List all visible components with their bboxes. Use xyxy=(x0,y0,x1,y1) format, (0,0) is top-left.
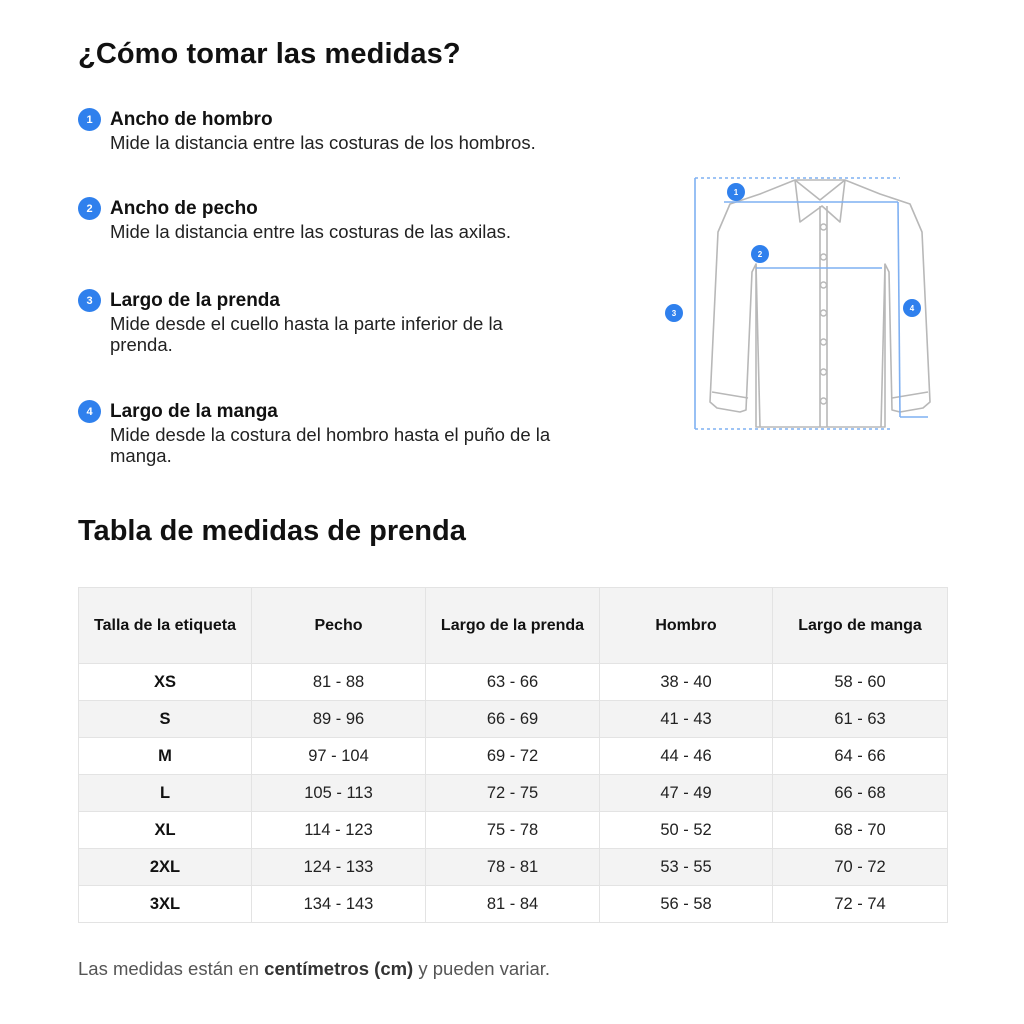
chest-cell: 81 - 88 xyxy=(252,664,426,701)
chest-cell: 89 - 96 xyxy=(252,701,426,738)
step-number-badge: 3 xyxy=(78,289,101,312)
length-cell: 78 - 81 xyxy=(426,849,600,886)
size-cell: S xyxy=(79,701,252,738)
shoulder-cell: 50 - 52 xyxy=(600,812,773,849)
table-header-row xyxy=(79,588,948,664)
column-header-sleeve-length: Largo de manga xyxy=(773,588,948,664)
length-cell: 63 - 66 xyxy=(426,664,600,701)
size-cell: XS xyxy=(79,664,252,701)
step-number-badge: 1 xyxy=(78,108,101,131)
length-cell: 69 - 72 xyxy=(426,738,600,775)
size-cell: L xyxy=(79,775,252,812)
marker-2: 2 xyxy=(757,250,763,259)
sleeve-cell: 58 - 60 xyxy=(773,664,948,701)
shoulder-cell: 38 - 40 xyxy=(600,664,773,701)
table-row xyxy=(79,701,948,738)
chest-cell: 124 - 133 xyxy=(252,849,426,886)
step-description: Mide desde la costura del hombro hasta el puño de la manga. xyxy=(110,424,551,466)
step-number-badge: 4 xyxy=(78,400,101,423)
chest-cell: 114 - 123 xyxy=(252,812,426,849)
how-to-measure-heading: ¿Cómo tomar las medidas? xyxy=(78,38,461,70)
step-description: Mide la distancia entre las costuras de los hombros. xyxy=(110,132,536,153)
size-cell: 3XL xyxy=(79,886,252,923)
sleeve-cell: 66 - 68 xyxy=(773,775,948,812)
table-row xyxy=(79,886,948,923)
shoulder-cell: 53 - 55 xyxy=(600,849,773,886)
size-cell: 2XL xyxy=(79,849,252,886)
table-row xyxy=(79,849,948,886)
chest-cell: 134 - 143 xyxy=(252,886,426,923)
length-cell: 75 - 78 xyxy=(426,812,600,849)
column-header-garment-length: Largo de la prenda xyxy=(426,588,600,664)
units-note xyxy=(78,958,550,980)
length-cell: 81 - 84 xyxy=(426,886,600,923)
table-row xyxy=(79,664,948,701)
length-cell: 72 - 75 xyxy=(426,775,600,812)
marker-4: 4 xyxy=(909,304,915,313)
sleeve-cell: 61 - 63 xyxy=(773,701,948,738)
step-title: Ancho de hombro xyxy=(110,109,273,130)
column-header-size-label: Talla de la etiqueta xyxy=(79,588,252,664)
column-header-shoulder: Hombro xyxy=(600,588,773,664)
marker-3: 3 xyxy=(671,309,677,318)
sleeve-cell: 64 - 66 xyxy=(773,738,948,775)
step-title: Ancho de pecho xyxy=(110,198,258,219)
units-note-unit: centímetros (cm) xyxy=(264,958,414,979)
size-table-heading: Tabla de medidas de prenda xyxy=(78,515,466,547)
step-number-badge: 2 xyxy=(78,197,101,220)
size-cell: M xyxy=(79,738,252,775)
chest-cell: 97 - 104 xyxy=(252,738,426,775)
column-header-chest: Pecho xyxy=(252,588,426,664)
sleeve-cell: 70 - 72 xyxy=(773,849,948,886)
marker-1: 1 xyxy=(733,188,739,197)
units-note-suffix: y pueden variar. xyxy=(413,958,551,979)
units-note-prefix: Las medidas están en xyxy=(78,958,265,979)
sleeve-cell: 68 - 70 xyxy=(773,812,948,849)
size-cell: XL xyxy=(79,812,252,849)
sleeve-cell: 72 - 74 xyxy=(773,886,948,923)
step-description: Mide la distancia entre las costuras de las axilas. xyxy=(110,221,512,242)
step-description: Mide desde el cuello hasta la parte inferior de la prenda. xyxy=(110,313,503,355)
shoulder-cell: 47 - 49 xyxy=(600,775,773,812)
shoulder-cell: 56 - 58 xyxy=(600,886,773,923)
shoulder-cell: 41 - 43 xyxy=(600,701,773,738)
table-row xyxy=(79,775,948,812)
step-title: Largo de la manga xyxy=(110,401,278,422)
step-title: Largo de la prenda xyxy=(110,290,280,311)
shirt-measurement-diagram-icon xyxy=(660,172,950,437)
length-cell: 66 - 69 xyxy=(426,701,600,738)
table-row xyxy=(79,738,948,775)
size-chart-table xyxy=(78,587,948,923)
chest-cell: 105 - 113 xyxy=(252,775,426,812)
table-row xyxy=(79,812,948,849)
shoulder-cell: 44 - 46 xyxy=(600,738,773,775)
